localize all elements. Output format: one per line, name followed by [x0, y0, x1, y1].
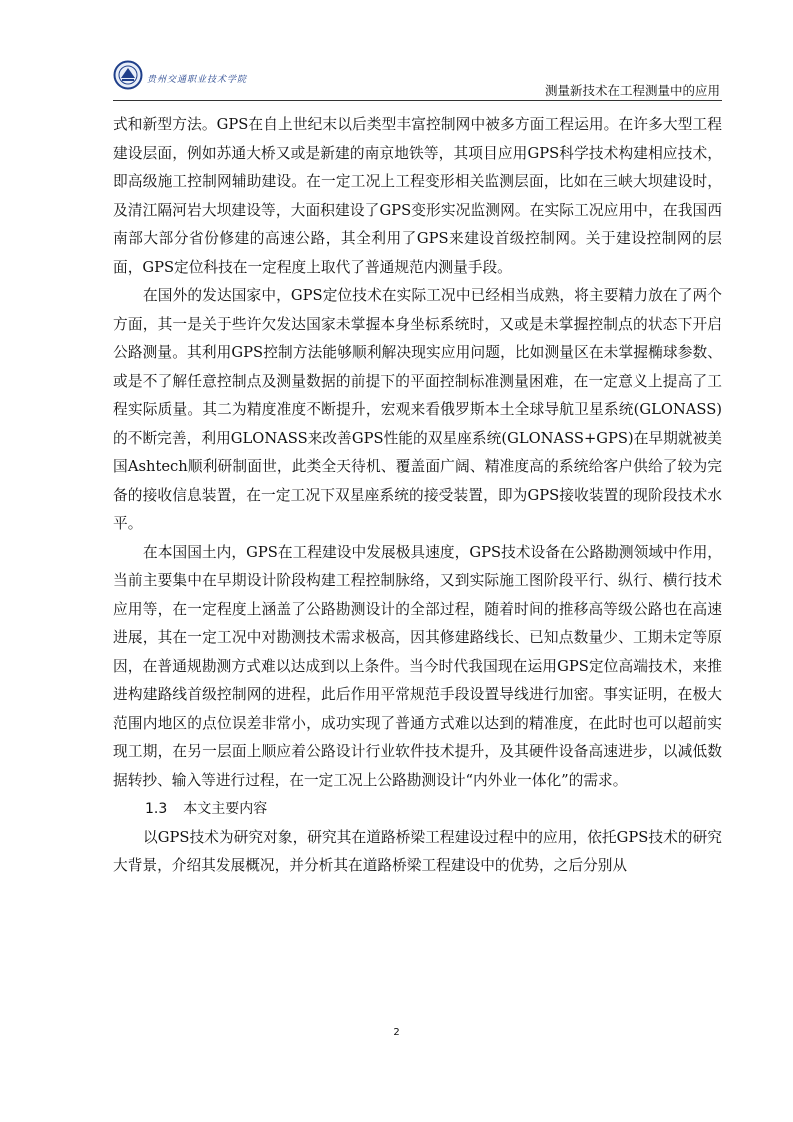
- body-paragraph: 在国外的发达国家中，GPS定位技术在实际工况中已经相当成熟，将主要精力放在了两个方面，其一是关于些许欠发达国家未掌握本身坐标系统时，又或是未掌握控制点的状态下开启公路测量。其利用GPS控制方法能够顺利解决现实应用问题，比如测量区在未掌握椭球参数、或是不了解任意控制点及测量数据的前提下的平面控制标准测量困难，在一定意义上提高了工程实际质量。其二为精度准度不断提升，宏观来看俄罗斯本土全球导航卫星系统(GLONASS)的不断完善，利用GLONASS来改善GPS性能的双星座系统(GLONASS+GPS)在早期就被美国Ashtech顺利研制面世，此类全天待机、覆盖面广阔、精准度高的系统给客户供给了较为完备的接收信息装置，在一定工况下双星座系统的接受装置，即为GPS接收装置的现阶段技术水平。: [113, 287, 722, 532]
- body-paragraph: 以GPS技术为研究对象，研究其在道路桥梁工程建设过程中的应用，依托GPS技术的研究大背景，介绍其发展概况，并分析其在道路桥梁工程建设中的优势，之后分别从: [113, 828, 722, 874]
- page-number: 2: [393, 1027, 400, 1038]
- body-paragraph-continued: 式和新型方法。GPS在自上世纪末以后类型丰富控制网中被多方面工程运用。在许多大型工程建设层面，例如苏通大桥又或是新建的南京地铁等，其项目应用GPS科学技术构建相应技术，即高级施工控制网辅助建设。在一定工况上工程变形相关监测层面，比如在三峡大坝建设时，及清江隔河岩大坝建设等，大面积建设了GPS变形实况监测网。在实际工况应用中，在我国西南部大部分省份修建的高速公路，其全利用了GPS来建设首级控制网。关于建设控制网的层面，GPS定位科技在一定程度上取代了普通规范内测量手段。: [113, 116, 722, 276]
- logo-wordmark: 贵州交通职业技术学院: [147, 75, 248, 85]
- running-title: 测量新技术在工程测量中的应用: [544, 83, 720, 98]
- page-header: [113, 54, 722, 102]
- school-emblem-icon: [113, 60, 143, 90]
- page-body: [113, 111, 722, 881]
- section-heading: [113, 795, 722, 824]
- section-title: 本文主要内容: [183, 801, 268, 817]
- body-paragraph: 在本国国土内，GPS在工程建设中发展极具速度，GPS技术设备在公路勘测领域中作用，当前主要集中在早期设计阶段构建工程控制脉络，又到实际施工图阶段平行、纵行、横行技术应用等，在一定程度上涵盖了公路勘测设计的全部过程，随着时间的推移高等级公路也在高速进展，其在一定工况中对勘测技术需求极高，因其修建路线长、已知点数量少、工期未定等原因，在普通规勘测方式难以达成到以上条件。当今时代我国现在运用GPS定位高端技术，来推进构建路线首级控制网的进程，此后作用平常规范手段设置导线进行加密。事实证明，在极大范围内地区的点位误差非常小，成功实现了普通方式难以达到的精准度，在此时也可以超前实现工期，在另一层面上顺应着公路设计行业软件技术提升，及其硬件设备高速进步，以减低数据转抄、输入等进行过程，在一定工况上公路勘测设计“内外业一体化”的需求。: [113, 543, 722, 789]
- section-number: 1.3: [145, 801, 168, 817]
- school-logo: [113, 60, 248, 92]
- header-divider: [113, 100, 722, 101]
